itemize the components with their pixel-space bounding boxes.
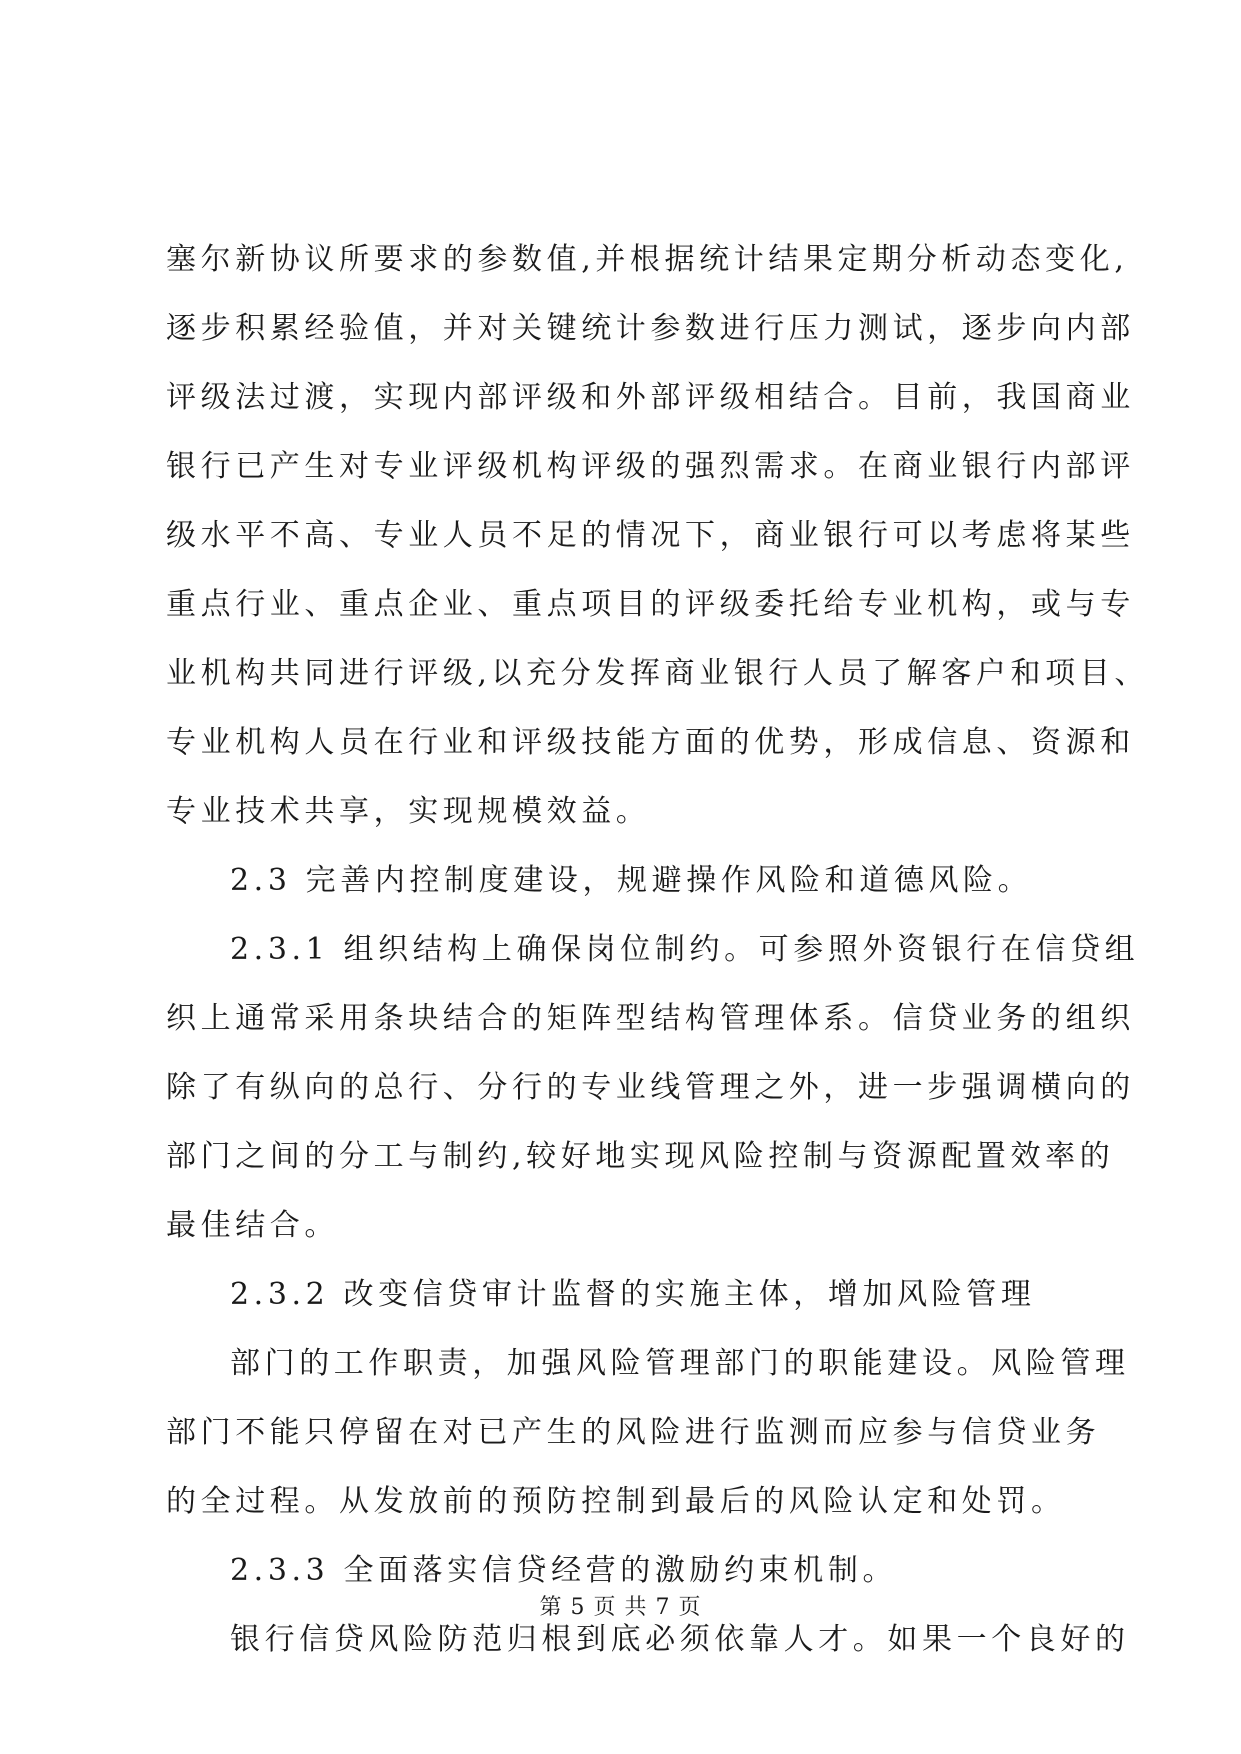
text-line: 重点行业、重点企业、重点项目的评级委托给专业机构，或与专 xyxy=(166,587,1135,622)
text-line: 2.3.1 组织结构上确保岗位制约。可参照外资银行在信贷组 xyxy=(230,932,1140,967)
text-line: 评级法过渡，实现内部评级和外部评级相结合。目前，我国商业 xyxy=(166,380,1135,415)
text-line: 的全过程。从发放前的预防控制到最后的风险认定和处罚。 xyxy=(166,1484,1066,1519)
text-line: 逐步积累经验值，并对关键统计参数进行压力测试，逐步向内部 xyxy=(166,311,1135,346)
text-line: 银行已产生对专业评级机构评级的强烈需求。在商业银行内部评 xyxy=(166,449,1135,484)
text-line: 专业机构人员在行业和评级技能方面的优势，形成信息、资源和 xyxy=(166,725,1135,760)
text-line: 部门的工作职责，加强风险管理部门的职能建设。风险管理 xyxy=(230,1346,1130,1381)
page-footer: 第 5 页 共 7 页 xyxy=(539,1595,702,1620)
body-text xyxy=(166,225,1149,1674)
text-line: 银行信贷风险防范归根到底必须依靠人才。如果一个良好的 xyxy=(230,1622,1130,1657)
text-line: 2.3 完善内控制度建设，规避操作风险和道德风险。 xyxy=(230,863,1033,898)
text-line: 专业技术共享，实现规模效益。 xyxy=(166,794,651,829)
text-line: 2.3.2 改变信贷审计监督的实施主体，增加风险管理 xyxy=(230,1277,1036,1312)
text-line: 塞尔新协议所要求的参数值,并根据统计结果定期分析动态变化, xyxy=(166,242,1129,277)
text-line: 织上通常采用条块结合的矩阵型结构管理体系。信贷业务的组织 xyxy=(166,1001,1135,1036)
text-line: 除了有纵向的总行、分行的专业线管理之外，进一步强调横向的 xyxy=(166,1070,1135,1105)
text-line: 业机构共同进行评级,以充分发挥商业银行人员了解客户和项目、 xyxy=(166,656,1149,691)
text-line: 级水平不高、专业人员不足的情况下，商业银行可以考虑将某些 xyxy=(166,518,1135,553)
text-line: 部门不能只停留在对已产生的风险进行监测而应参与信贷业务 xyxy=(166,1415,1101,1450)
text-line: 部门之间的分工与制约,较好地实现风险控制与资源配置效率的 xyxy=(166,1139,1115,1174)
text-line: 最佳结合。 xyxy=(166,1208,339,1243)
text-line: 2.3.3 全面落实信贷经营的激励约束机制。 xyxy=(230,1553,898,1588)
